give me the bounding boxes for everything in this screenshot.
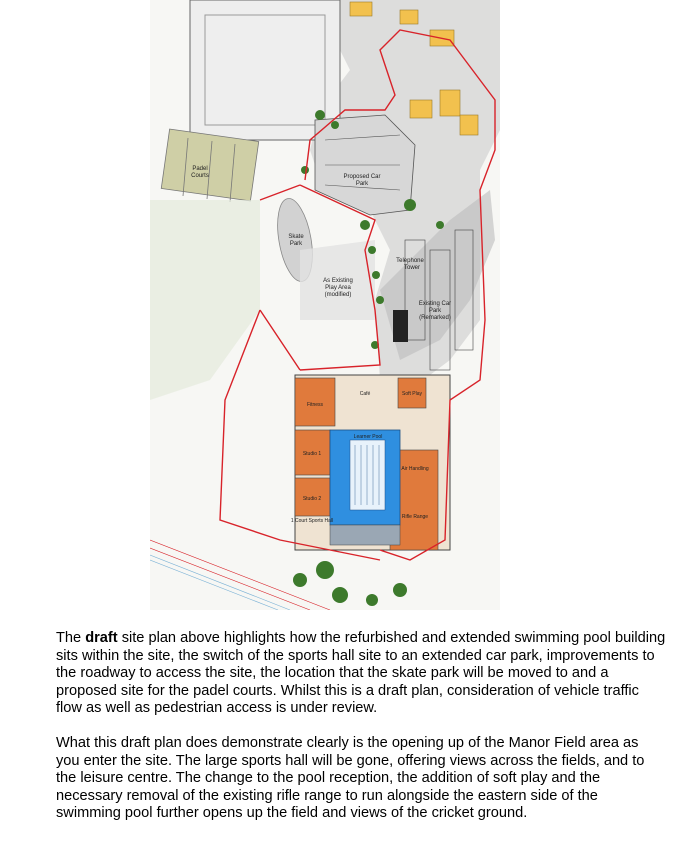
proposed-car-park-label: Proposed Car xyxy=(343,174,381,180)
play-area-label-2: Play Area xyxy=(325,285,351,291)
telephone-tower-label: Telephone xyxy=(396,258,424,264)
play-area xyxy=(300,240,375,320)
skate-park-label: Skate xyxy=(288,234,304,240)
existing-car-park-label-3: (Remarked) xyxy=(419,315,451,321)
padel-label: Padel xyxy=(192,166,208,172)
parking-block xyxy=(393,310,408,342)
air-handling-label: Air Handling xyxy=(401,466,429,472)
soft-play-label: Soft Play xyxy=(401,391,423,397)
telephone-tower-label-2: Tower xyxy=(403,265,421,271)
play-area-label: As Existing xyxy=(323,278,353,284)
skate-park-label-2: Park xyxy=(289,241,303,247)
fitness-label: Fitness xyxy=(306,402,324,408)
existing-car-park-label: Existing Car xyxy=(418,301,452,307)
proposed-car-park-label-2: Park xyxy=(355,181,369,187)
learner-pool-label: Learner Pool xyxy=(353,434,383,440)
p1-bold-word: draft xyxy=(85,630,118,646)
padel-label-2: Courts xyxy=(191,173,209,179)
site-plan-drawing xyxy=(150,0,500,610)
existing-car-park-label-2: Park xyxy=(428,308,442,314)
paragraph-2: What this draft plan does demonstrate clearly is the opening up of the Manor Field area as you enter the site. The large sports hall will be gone, offering views across the fields, and to the leisure centre. The change to the pool reception, the addition of soft play and the necessary removal of the existing rifle range to run alongside the eastern side of the swimming pool further opens up the field and views of the cricket ground. xyxy=(56,734,645,822)
cafe-label: Café xyxy=(359,391,371,397)
body-text xyxy=(56,630,666,840)
studio-1-label: Studio 1 xyxy=(302,451,322,457)
play-area-label-3: (modified) xyxy=(324,292,352,298)
studio-2-label: Studio 2 xyxy=(302,496,322,502)
rifle-range-label: Rifle Range xyxy=(401,514,429,520)
paragraph-1 xyxy=(56,630,666,718)
leisure-centre-building xyxy=(291,375,450,550)
p1-start: The xyxy=(56,630,86,646)
p1-rest: site plan above highlights how the refurbished and extended swimming pool building sits within the site, the switch of the sports hall site to an extended car park, improvements to the roadway to access the site, the location that the skate park will be moved to and a proposed site for the padel courts. Whilst this is a draft plan, consideration of vehicle traffic flow as well as pedestrian access is under review. xyxy=(56,630,666,717)
sports-hall-label: 1 Court Sports Hall xyxy=(290,518,334,524)
